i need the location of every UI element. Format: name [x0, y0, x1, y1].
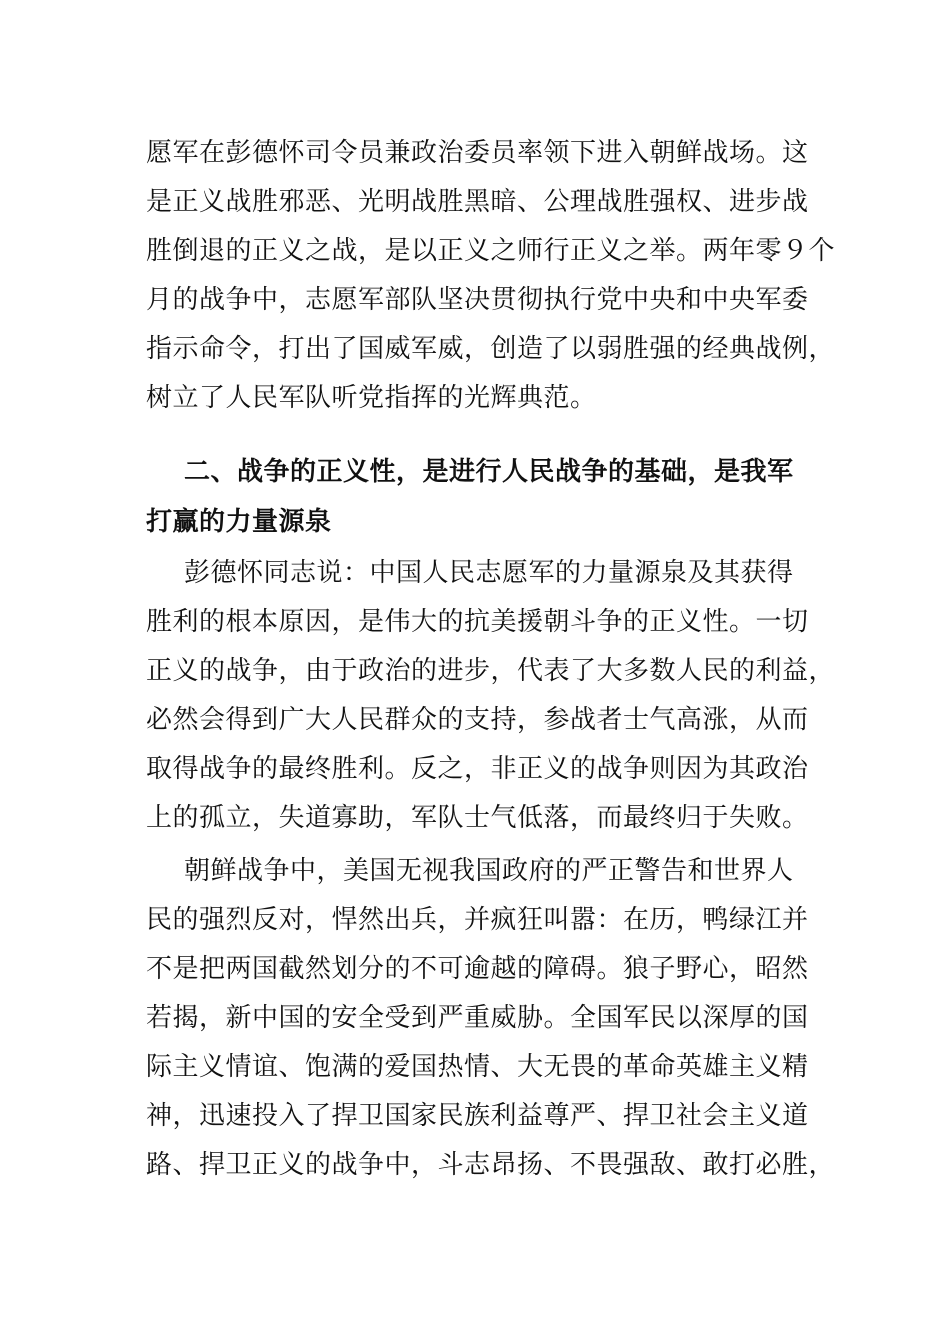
paragraph-line: 月的战争中，志愿军部队坚决贯彻执行党中央和中央军委	[146, 285, 809, 315]
paragraph-line: 树立了人民军队听党指挥的光辉典范。	[146, 383, 597, 413]
paragraph-line: 胜利的根本原因，是伟大的抗美援朝斗争的正义性。一切	[146, 607, 809, 637]
paragraph-line: 朝鲜战争中，美国无视我国政府的严正警告和世界人	[184, 856, 794, 886]
paragraph-line: 指示命令，打出了国威军威，创造了以弱胜强的经典战例，	[146, 334, 836, 364]
paragraph-line: 胜倒退的正义之战，是以正义之师行正义之举。两年零９个	[146, 236, 836, 266]
paragraph-line: 必然会得到广大人民群众的支持，参战者士气高涨，从而	[146, 705, 809, 735]
paragraph-line: 正义的战争，由于政治的进步，代表了大多数人民的利益，	[146, 656, 836, 686]
paragraph-line: 路、捍卫正义的战争中，斗志昂扬、不畏强敌、敢打必胜，	[146, 1150, 836, 1180]
paragraph-line: 彭德怀同志说：中国人民志愿军的力量源泉及其获得	[184, 558, 794, 588]
paragraph-line: 取得战争的最终胜利。反之，非正义的战争则因为其政治	[146, 754, 809, 784]
paragraph-line: 神，迅速投入了捍卫国家民族利益尊严、捍卫社会主义道	[146, 1101, 809, 1131]
paragraph-line: 若揭，新中国的安全受到严重威胁。全国军民以深厚的国	[146, 1003, 809, 1033]
paragraph-line: 上的孤立，失道寡助，军队士气低落，而最终归于失败。	[146, 803, 809, 833]
section-heading: 打赢的力量源泉	[146, 507, 332, 537]
section-heading: 二、战争的正义性，是进行人民战争的基础，是我军	[184, 457, 794, 487]
paragraph-line: 是正义战胜邪恶、光明战胜黑暗、公理战胜强权、进步战	[146, 187, 809, 217]
paragraph-line: 际主义情谊、饱满的爱国热情、大无畏的革命英雄主义精	[146, 1052, 809, 1082]
paragraph-line: 民的强烈反对，悍然出兵，并疯狂叫嚣：在历，鸭绿江并	[146, 905, 809, 935]
paragraph-line: 愿军在彭德怀司令员兼政治委员率领下进入朝鲜战场。这	[146, 138, 809, 168]
paragraph-line: 不是把两国截然划分的不可逾越的障碍。狼子野心，昭然	[146, 954, 809, 984]
